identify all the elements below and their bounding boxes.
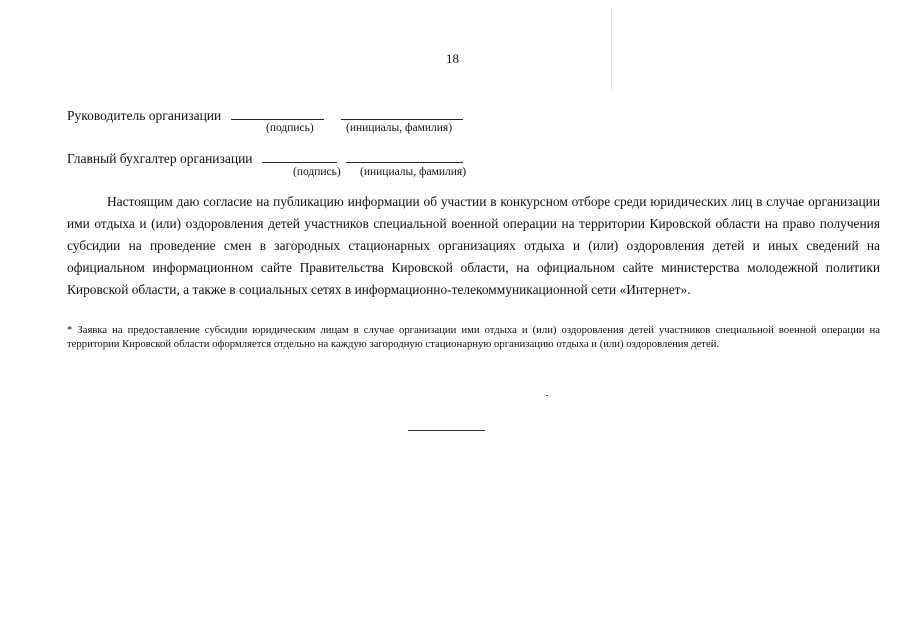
head-signature-line: [231, 106, 324, 120]
head-name-caption: (инициалы, фамилия): [346, 122, 453, 134]
accountant-signature-label: Главный бухгалтер организации: [67, 151, 253, 166]
accountant-name-line: [346, 149, 463, 163]
page-number: 18: [446, 51, 459, 66]
head-signature-caption: (подпись): [266, 122, 314, 134]
scan-speck: [546, 395, 548, 396]
head-name-line: [341, 106, 463, 120]
head-signature-label: Руководитель организации: [67, 108, 222, 123]
accountant-signature-line: [262, 149, 337, 163]
accountant-signature-row: [67, 149, 463, 167]
accountant-name-caption: (инициалы, фамилия): [360, 166, 467, 178]
footnote: * Заявка на предоставление субсидии юридическим лицам в случае организации ими отдыха и (или) оздоровления детей участников специальной военной операции на территории Кировской области оформляется отдельно на каждую загородную стационарную организацию отдыха и (или) оздоровления детей.: [67, 324, 880, 350]
consent-paragraph: Настоящим даю согласие на публикацию информации об участии в конкурсном отборе среди юридических лиц в случае организации ими отдыха и (или) оздоровления детей участников специальной военной операции на территории Кировской области на право получения субсидии на проведение смен в загородных стационарных организациях отдыха и (или) оздоровления детей и иных сведений на официальном информационном сайте Правительства Кировской области, на официальном сайте министерства молодежной политики Кировской области, а также в социальных сетях в информационно-телекоммуникационной сети «Интернет».: [67, 194, 880, 297]
accountant-signature-caption: (подпись): [293, 166, 341, 178]
scan-artifact-dots: [611, 10, 612, 90]
end-of-document-rule: [408, 430, 485, 431]
